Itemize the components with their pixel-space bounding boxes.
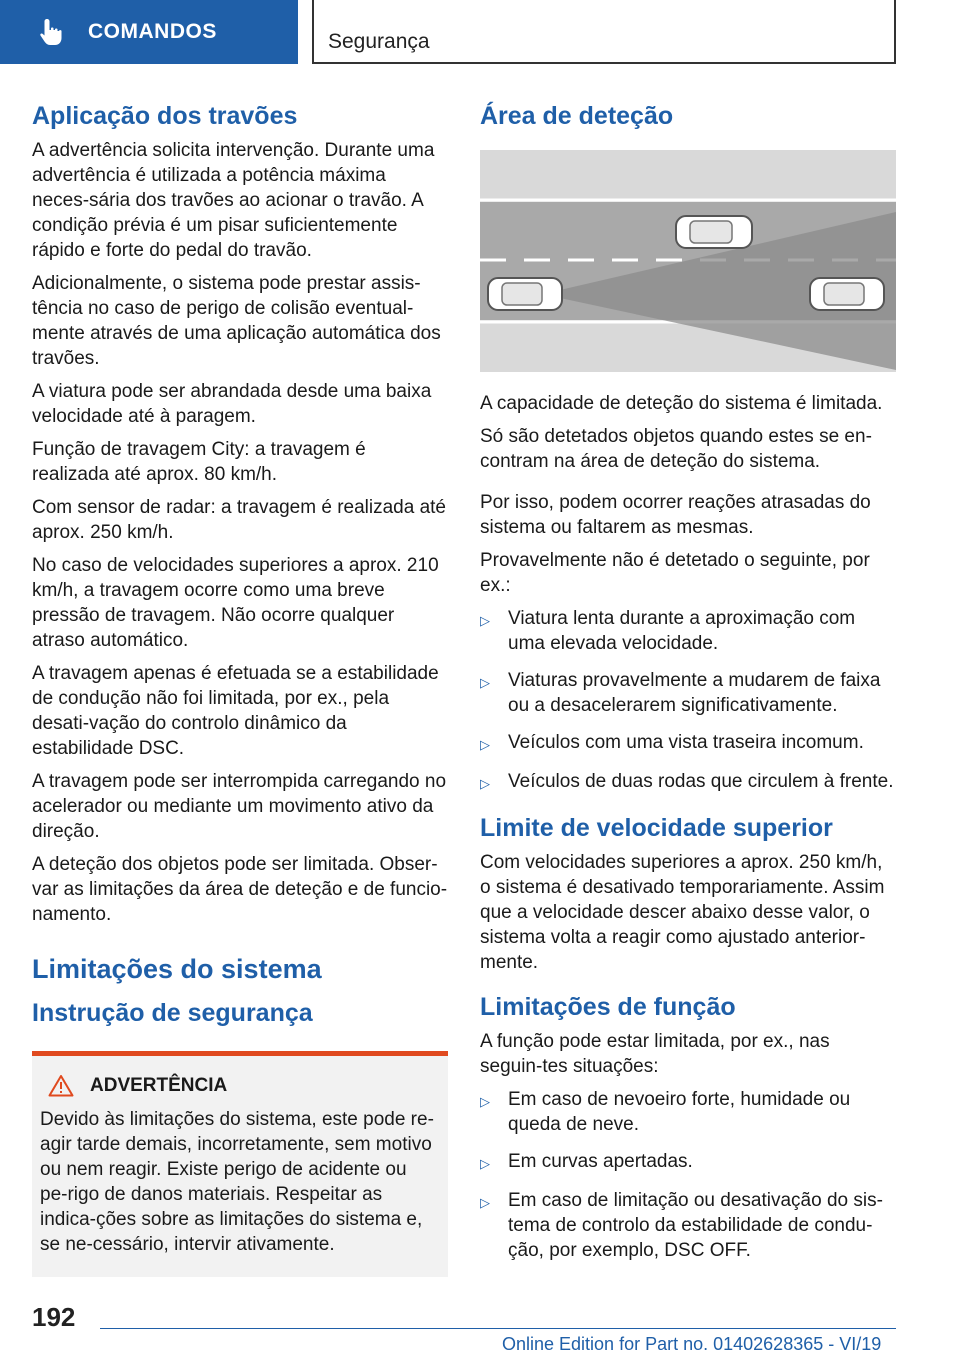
triangle-bullet-icon: ▷ [480, 737, 490, 752]
footer-edition: Online Edition for Part no. 01402628365 - VI/19 [502, 1334, 882, 1354]
list-item: ▷ Viaturas provavelmente a mudarem de faixa ou a desacelerarem significativamente. [480, 670, 881, 716]
paragraph: A travagem pode ser interrompida carregando no acelerador ou mediante um movimento ativo da direção. [32, 771, 447, 842]
hand-pointer-icon [38, 17, 66, 47]
undetected-list [480, 606, 896, 796]
list-item: ▷ Em caso de limitação ou desativação do sis-tema de controlo da estabilidade de condu-ção, por exemplo, DSC OFF. [480, 1190, 883, 1261]
paragraph: Provavelmente não é detetado o seguinte, por ex.: [480, 550, 870, 596]
triangle-bullet-icon: ▷ [480, 613, 490, 628]
warning-header [40, 1074, 438, 1097]
triangle-bullet-icon: ▷ [480, 1195, 490, 1210]
car-ahead-lane-icon [676, 216, 752, 248]
car-ahead-icon [810, 278, 884, 310]
heading-system-limits: Limitações do sistema [32, 954, 322, 984]
triangle-bullet-icon: ▷ [480, 1156, 490, 1171]
paragraph: A travagem apenas é efetuada se a estabilidade de condução não foi limitada, por ex., pela desati-vação do controlo dinâmico da estabilidade DSC. [32, 663, 439, 759]
list-item: ▷ Em caso de nevoeiro forte, humidade ou queda de neve. [480, 1089, 851, 1135]
detection-area-illustration [480, 150, 896, 372]
paragraph: A deteção dos objetos pode ser limitada. Obser-var as limitações da área de deteção e de funcio-namento. [32, 854, 448, 925]
paragraph: Só são detetados objetos quando estes se en-contram na área de deteção do sistema. [480, 426, 872, 472]
paragraph: A advertência solicita intervenção. Durante uma advertência é utilizada a potência máxima neces-sária dos travões ao acionar o travão. A condição prévia é um pisar suficientemente rápido e forte do pedal do travão. [32, 140, 435, 261]
list-item: ▷ Veículos com uma vista traseira incomum. [480, 730, 896, 757]
page-number: 192 [32, 1302, 76, 1332]
paragraph: Por isso, podem ocorrer reações atrasadas do sistema ou faltarem as mesmas. [480, 492, 871, 538]
paragraph: A função pode estar limitada, por ex., nas seguin-tes situações: [480, 1031, 830, 1077]
paragraph: A viatura pode ser abrandada desde uma baixa velocidade até à paragem. [32, 381, 432, 427]
heading-function-limits: Limitações de função [480, 993, 736, 1021]
heading-braking: Aplicação dos travões [32, 102, 298, 130]
footer-divider [100, 1328, 896, 1329]
paragraph: A capacidade de deteção do sistema é limitada. [480, 393, 883, 414]
header-chapter-box [312, 0, 896, 64]
triangle-bullet-icon: ▷ [480, 675, 490, 690]
paragraph: Com sensor de radar: a travagem é realizada até aprox. 250 km/h. [32, 497, 446, 543]
paragraph: Com velocidades superiores a aprox. 250 km/h, o sistema é desativado temporariamente. Assim que a velocidade descer abaixo desse valor, o sistema volta a reagir como ajustado anterior-mente. [480, 852, 885, 973]
car-ego-icon [488, 278, 562, 310]
heading-safety: Instrução de segurança [32, 999, 313, 1027]
paragraph: Adicionalmente, o sistema pode prestar assis-tência no caso de perigo de colisão eventual-mente através de uma aplicação automática dos travões. [32, 273, 441, 369]
triangle-bullet-icon: ▷ [480, 776, 490, 791]
heading-detection-area: Área de deteção [480, 102, 674, 130]
function-limits-list [480, 1087, 896, 1263]
list-item: ▷ Veículos de duas rodas que circulem à frente. [480, 769, 896, 796]
paragraph: Função de travagem City: a travagem é realizada até aprox. 80 km/h. [32, 439, 366, 485]
warning-title: ADVERTÊNCIA [90, 1074, 228, 1096]
list-item: ▷ Em curvas apertadas. [480, 1149, 896, 1176]
header-section-label: COMANDOS [88, 20, 217, 43]
header-chapter-label: Segurança [328, 30, 430, 53]
header-section-tab [0, 0, 298, 64]
right-column [480, 100, 896, 1275]
warning-box [32, 1051, 448, 1277]
list-item: ▷ Viatura lenta durante a aproximação com uma elevada velocidade. [480, 608, 856, 654]
paragraph: No caso de velocidades superiores a aprox. 210 km/h, a travagem ocorre como uma breve pressão de travagem. Não ocorre qualquer atraso automático. [32, 555, 439, 651]
heading-speed-limit: Limite de velocidade superior [480, 814, 833, 842]
warning-text: Devido às limitações do sistema, este pode re-agir tarde demais, incorretamente, sem motivo ou nem reagir. Existe perigo de acidente ou pe-rigo de danos materiais. Respeitar as indica-ções sobre as limitações do sistema e, se ne-cessário, intervir ativamente. [40, 1109, 434, 1255]
left-column [32, 100, 448, 1277]
warning-triangle-icon [48, 1074, 74, 1097]
triangle-bullet-icon: ▷ [480, 1094, 490, 1109]
